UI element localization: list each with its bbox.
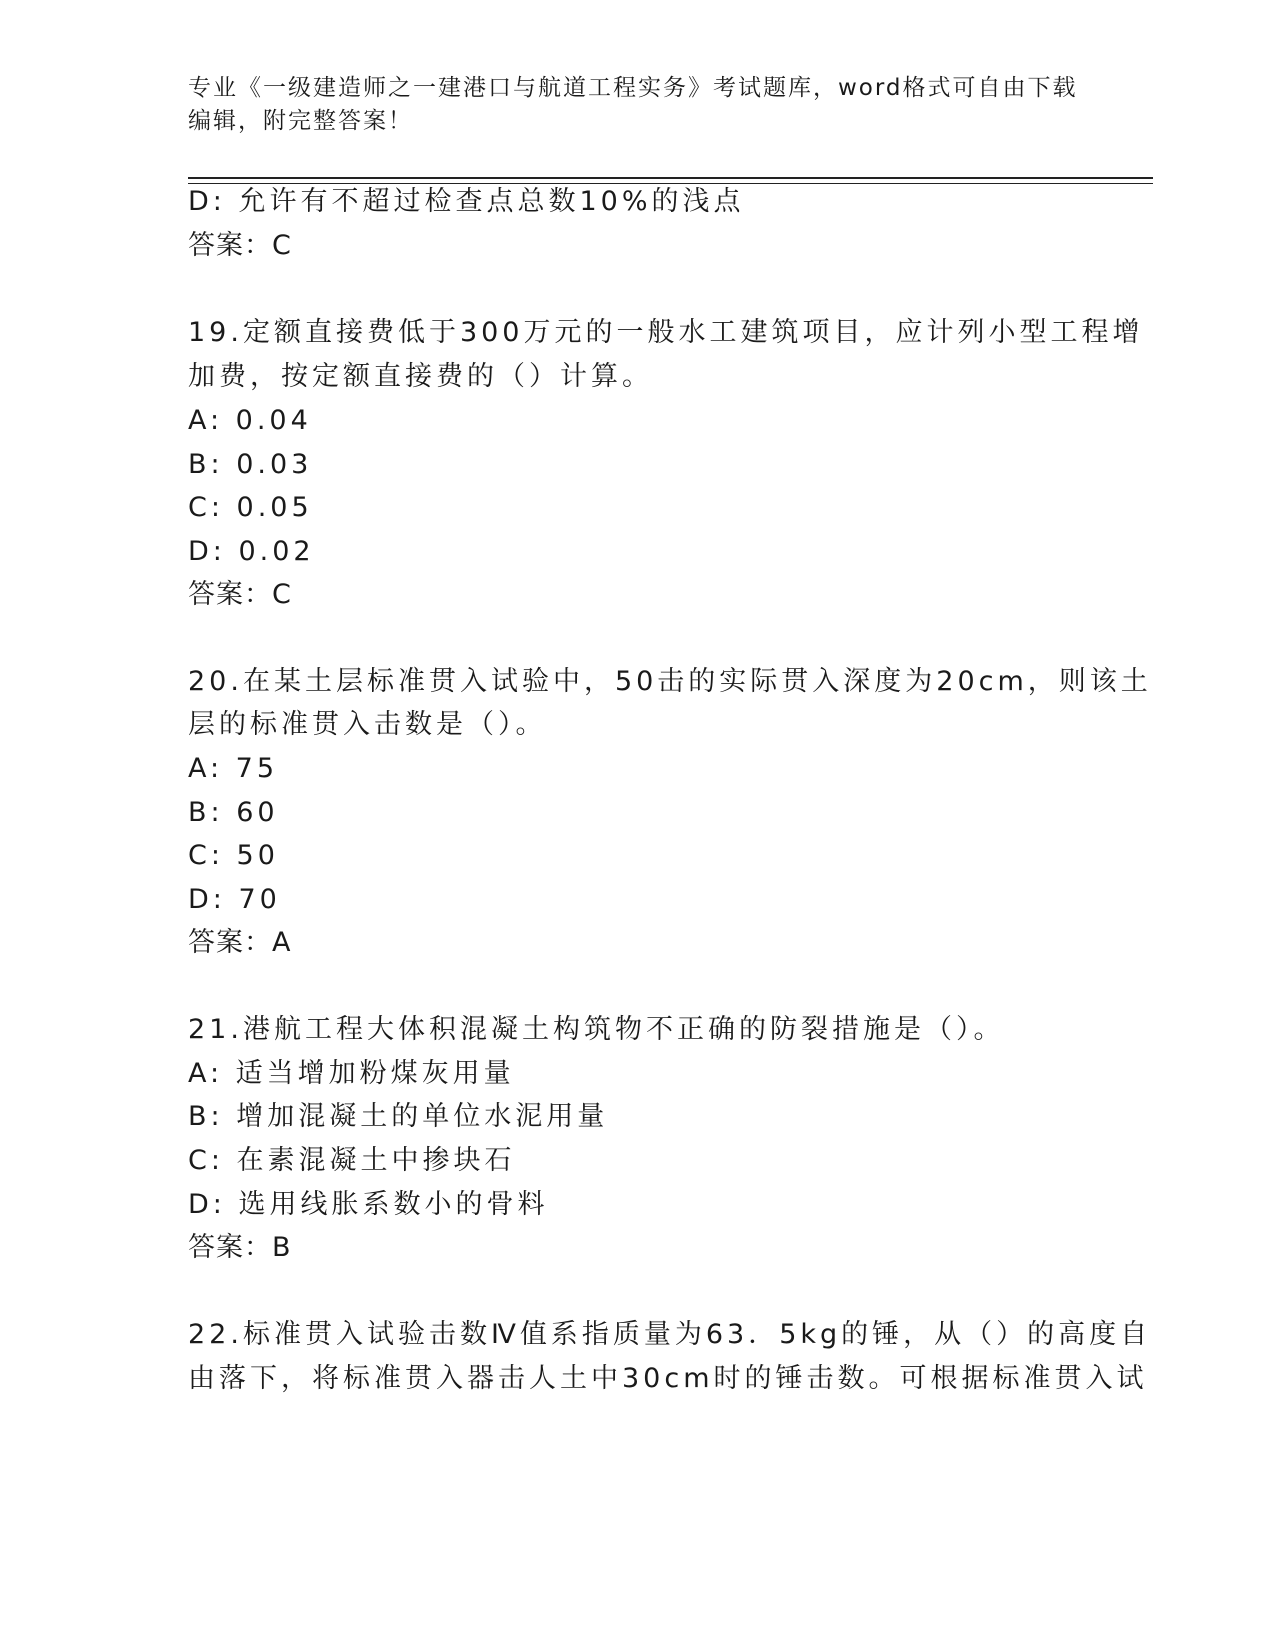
header-line-1: 专业《一级建造师之一建港口与航道工程实务》考试题库，word格式可自由下载 — [188, 75, 1078, 101]
q20-option-c: C: 50 — [188, 840, 279, 871]
q19-answer: 答案：C — [188, 579, 292, 610]
q19-option-d: D: 0.02 — [188, 536, 315, 567]
q19-option-b: B: 0.03 — [188, 449, 313, 480]
q22-stem-line-1: 22.标准贯入试验击数Ⅳ值系指质量为63．5kg的锤，从（）的高度自 — [188, 1319, 1152, 1350]
q20-option-d: D: 70 — [188, 884, 281, 915]
q21-option-c: C: 在素混凝土中掺块石 — [188, 1145, 516, 1176]
q20-answer: 答案：A — [188, 927, 292, 958]
q19-option-c: C: 0.05 — [188, 492, 313, 523]
header-line-2: 编辑，附完整答案！ — [188, 108, 413, 134]
q19-stem-line-1: 19.定额直接费低于300万元的一般水工建筑项目，应计列小型工程增 — [188, 317, 1144, 348]
q20-stem-line-2: 层的标准贯入击数是（）。 — [188, 709, 547, 740]
q19-option-a: A: 0.04 — [188, 405, 312, 436]
q19-stem-line-2: 加费，按定额直接费的（）计算。 — [188, 361, 653, 392]
q20-stem-line-1: 20.在某土层标准贯入试验中，50击的实际贯入深度为20cm，则该土 — [188, 666, 1152, 697]
q22-stem-line-2: 由落下，将标准贯入器击人土中30cm时的锤击数。可根据标准贯入试 — [188, 1363, 1148, 1394]
q20-option-a: A: 75 — [188, 753, 279, 784]
q21-stem-line-1: 21.港航工程大体积混凝土构筑物不正确的防裂措施是（）。 — [188, 1014, 1005, 1045]
q21-option-b: B: 增加混凝土的单位水泥用量 — [188, 1101, 609, 1132]
page-header — [188, 72, 1088, 138]
q21-answer: 答案：B — [188, 1232, 292, 1263]
prev-option-d: D: 允许有不超过检查点总数10%的浅点 — [188, 186, 745, 217]
prev-answer: 答案：C — [188, 230, 292, 261]
q21-option-a: A: 适当增加粉煤灰用量 — [188, 1058, 515, 1089]
q21-option-d: D: 选用线胀系数小的骨料 — [188, 1189, 549, 1220]
header-divider-thick — [188, 177, 1153, 179]
q20-option-b: B: 60 — [188, 797, 279, 828]
